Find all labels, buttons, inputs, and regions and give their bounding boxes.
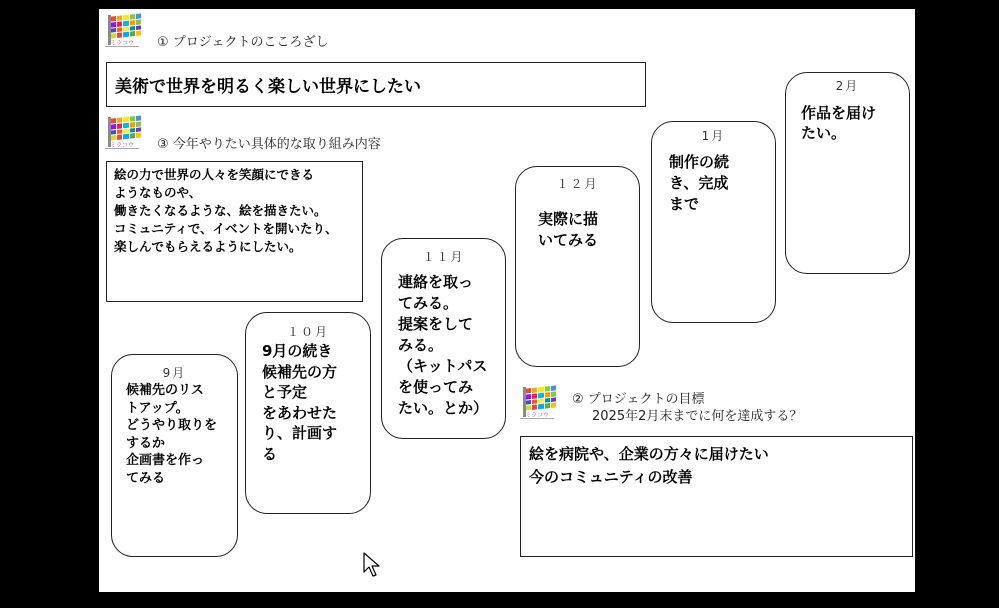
- logo-swatch: [111, 118, 116, 123]
- logo-swatch: [136, 127, 141, 132]
- logo-swatch: [123, 117, 128, 122]
- logo-swatch: [117, 129, 122, 134]
- logo-swatch: [123, 32, 128, 37]
- logo-swatch: [123, 26, 128, 31]
- logo-swatch: [136, 115, 141, 120]
- logo-grid: [526, 385, 556, 410]
- logo-swatch: [532, 399, 537, 404]
- logo-swatch: [130, 31, 135, 36]
- logo-swatch: [117, 135, 122, 140]
- logo-swatch: [130, 20, 135, 25]
- logo-swatch: [532, 393, 537, 398]
- aspiration-label: ① プロジェクトのこころざし: [157, 35, 329, 50]
- month-text: 作品を届け たい。: [801, 104, 877, 142]
- initiatives-text: 絵の力で世界の人々を笑顔にできる ようなものや、 働きたくなるような、絵を描きたい。 コミュニティで、イベントを開いたり、 楽しんでもらえるようにしたい。: [114, 167, 338, 254]
- logo-swatch: [526, 394, 531, 399]
- month-card-sep[interactable]: [111, 354, 238, 557]
- month-card-oct[interactable]: [245, 312, 371, 514]
- logo-swatch: [538, 392, 543, 397]
- month-text: 実際に描 いてみる: [538, 210, 599, 249]
- month-label: 9月: [162, 366, 187, 380]
- logo-swatch: [111, 33, 116, 38]
- month-label: １０月: [286, 325, 329, 339]
- month-label: １２月: [556, 177, 599, 191]
- logo-swatch: [130, 116, 135, 121]
- logo-swatch: [136, 25, 141, 30]
- logo-swatch: [526, 388, 531, 393]
- logo-swatch: [130, 14, 135, 19]
- logo-swatch: [545, 392, 550, 397]
- goal-sublabel: 2025年2月末までに何を達成する？: [592, 409, 803, 424]
- month-card-feb[interactable]: [785, 72, 910, 274]
- logo-swatch: [130, 133, 135, 138]
- logo-swatch: [130, 26, 135, 31]
- logo-swatch: [538, 398, 543, 403]
- logo-swatch: [123, 15, 128, 20]
- goal-label: ② プロジェクトの目標: [572, 392, 705, 407]
- month-card-nov[interactable]: [381, 238, 506, 439]
- goal-box[interactable]: [520, 436, 913, 557]
- logo-swatch: [117, 33, 122, 38]
- logo-swatch: [111, 124, 116, 129]
- logo-swatch: [111, 130, 116, 135]
- logo-swatch: [545, 386, 550, 391]
- initiatives-label: ③ 今年やりたい具体的な取り組み内容: [157, 137, 381, 152]
- logo-swatch: [111, 28, 116, 33]
- logo-swatch: [130, 122, 135, 127]
- project-logo-icon: ミラコウ: [105, 117, 145, 149]
- logo-swatch: [532, 387, 537, 392]
- month-text: 9月の続き 候補先の方 と予定 をあわせた り、計画す る: [262, 342, 338, 463]
- slide-canvas: [99, 9, 915, 592]
- goal-text: 絵を病院や、企業の方々に届けたい 今のコミュニティの改善: [529, 445, 769, 486]
- logo-swatch: [136, 13, 141, 18]
- logo-swatch: [123, 20, 128, 25]
- logo-swatch: [123, 134, 128, 139]
- logo-swatch: [111, 16, 116, 21]
- logo-swatch: [117, 117, 122, 122]
- logo-swatch: [136, 31, 141, 36]
- logo-grid: [111, 13, 141, 38]
- initiatives-box[interactable]: [106, 161, 363, 302]
- mouse-cursor-icon: [363, 552, 383, 582]
- month-label: １１月: [422, 250, 465, 264]
- logo-swatch: [538, 404, 543, 409]
- month-label: 2月: [835, 79, 860, 93]
- logo-swatch: [551, 403, 556, 408]
- logo-swatch: [551, 397, 556, 402]
- logo-swatch: [123, 122, 128, 127]
- logo-swatch: [136, 121, 141, 126]
- month-card-dec[interactable]: [515, 166, 640, 367]
- month-text: 連絡を取っ てみる。 提案をして みる。 （キットパス を使ってみ たい。とか）: [398, 273, 489, 417]
- logo-swatch: [130, 128, 135, 133]
- logo-swatch: [117, 123, 122, 128]
- project-logo-icon: ミラコウ: [105, 15, 145, 47]
- month-text: 候補先のリス トアップ。 どうやり取りを するか 企画書を作っ てみる: [126, 383, 218, 486]
- logo-swatch: [545, 398, 550, 403]
- project-logo-icon: ミラコウ: [520, 387, 560, 419]
- logo-swatch: [111, 135, 116, 140]
- logo-swatch: [117, 27, 122, 32]
- logo-swatch: [532, 405, 537, 410]
- logo-swatch: [538, 387, 543, 392]
- logo-swatch: [123, 128, 128, 133]
- logo-swatch: [111, 22, 116, 27]
- logo-swatch: [526, 405, 531, 410]
- logo-swatch: [117, 21, 122, 26]
- logo-grid: [111, 115, 141, 140]
- logo-swatch: [545, 403, 550, 408]
- month-card-jan[interactable]: [651, 121, 776, 323]
- month-text: 制作の続 き、完成 まで: [669, 153, 730, 213]
- logo-swatch: [551, 391, 556, 396]
- month-label: 1月: [701, 129, 726, 143]
- logo-swatch: [136, 19, 141, 24]
- logo-swatch: [526, 400, 531, 405]
- aspiration-text: 美術で世界を明るく楽しい世界にしたい: [115, 77, 421, 97]
- aspiration-box[interactable]: [106, 62, 646, 107]
- logo-swatch: [117, 15, 122, 20]
- logo-swatch: [551, 385, 556, 390]
- logo-swatch: [136, 133, 141, 138]
